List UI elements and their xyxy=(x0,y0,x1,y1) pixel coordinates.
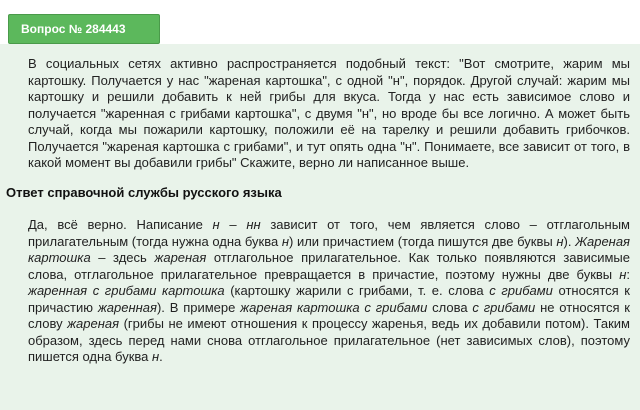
answer-italic-fragment: н xyxy=(281,233,289,249)
answer-text-fragment: отглагольное прилагательное. Как только появляются зависимые слова, отглагольное прилагательное превращается в причастие, поэтому нужны две буквы xyxy=(28,250,630,282)
answer-text-fragment: Да, всё верно. Написание xyxy=(28,217,213,232)
answer-text-fragment: – здесь xyxy=(90,250,155,265)
question-number-badge: Вопрос № 284443 xyxy=(8,14,160,44)
answer-italic-fragment: Жареная картошка xyxy=(28,233,631,265)
answer-italic-fragment: нн xyxy=(246,217,261,232)
answer-italic-fragment: жареная xyxy=(154,250,207,265)
answer-title: Ответ справочной службы русского языка xyxy=(6,185,282,200)
answer-text-fragment: ). xyxy=(563,233,576,249)
answer-italic-fragment: н xyxy=(152,349,160,364)
answer-italic-fragment: жаренная с грибами картошка xyxy=(28,283,225,298)
answer-text-fragment: . xyxy=(159,349,163,364)
answer-text-fragment: – xyxy=(219,217,247,232)
answer-text-fragment: слова xyxy=(427,299,473,315)
answer-text-fragment: : xyxy=(626,266,630,282)
answer-italic-fragment: н xyxy=(556,233,564,249)
answer-italic-fragment: жареная картошка с грибами xyxy=(240,299,428,315)
answer-text-fragment: ). В примере xyxy=(156,299,241,315)
answer-italic-fragment: н xyxy=(212,217,220,232)
header-strip xyxy=(0,0,640,44)
answer-text-fragment: (грибы не имеют отношения к процессу жаренья, ведь их добавили потом). Таким образом, здесь перед нами снова отглагольное прилагательное (нет зависимых слов), поэтому пишется одна буква xyxy=(28,316,630,364)
answer-italic-fragment: с грибами xyxy=(472,299,536,315)
content-area xyxy=(0,44,640,410)
answer-italic-fragment: жареная xyxy=(67,316,120,331)
answer-text-fragment: не относятся к слову xyxy=(28,299,630,331)
answer-italic-fragment: с грибами xyxy=(489,283,553,298)
answer-italic-fragment: жаренная xyxy=(97,299,157,315)
answer-italic-fragment: н xyxy=(619,266,627,282)
answer-text-fragment: зависит от того, чем является слово – отглагольным прилагательным (тогда нужна одна буква xyxy=(28,217,630,249)
question-text: В социальных сетях активно распространяется подобный текст: "Вот смотрите, жарим мы картошку. Получается у нас "жареная картошка", с одной "н", порядок. Другой случай: жарим мы картошку и решили добавить к ней грибы для вкуса. Тогда у нас есть зависимое слово и получается "жаренная с грибами картошка", с двумя "н", но вроде бы все логично. А может быть случай, когда мы пожарили картошку, положили её на тарелку и решили добавить грибочков. Получается "жареная картошка с грибами", и тут опять одна "н". Понимаете, все зависит от того, в какой момент вы добавили грибы" Скажите, верно ли написанное выше. xyxy=(28,56,630,170)
answer-block xyxy=(28,217,630,366)
answer-text xyxy=(28,217,630,366)
answer-text-fragment: ) или причастием (тогда пишутся две буквы xyxy=(289,233,557,249)
answer-text-fragment: (картошку жарили с грибами, т. е. слова xyxy=(224,283,490,298)
question-block xyxy=(28,56,630,172)
answer-text-fragment: относятся к причастию xyxy=(28,283,630,315)
